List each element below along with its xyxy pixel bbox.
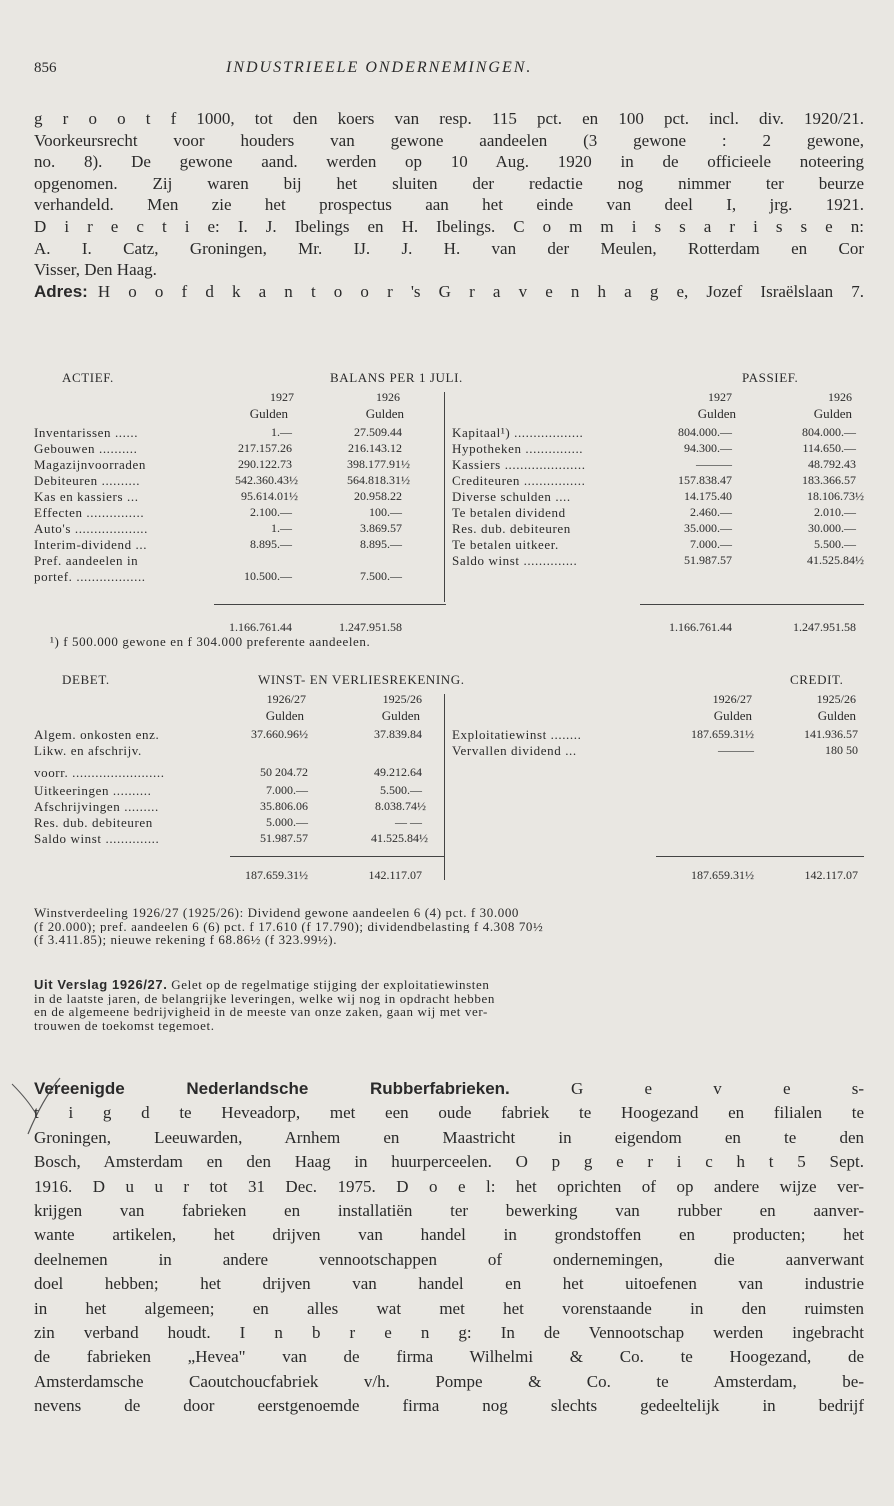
debet-a: 7.000.—	[266, 783, 308, 797]
actief-1927: 2.100.—	[250, 505, 292, 519]
actief-1927: 290.122.73	[238, 457, 292, 471]
distribution-line: (f 3.411.85); nieuwe rekening f 68.86½ (f 323.99½).	[34, 933, 338, 947]
year-a-left: 1926/27	[266, 692, 306, 706]
debet-b: 5.500.—	[380, 783, 422, 797]
company-line: nevens de door eerstgenoemde firma nog slechts gedeeltelijk in bedrijf	[34, 1396, 864, 1416]
distribution-line: (f 20.000); pref. aandeelen 6 (6) pct. f 17.610 (f 17.790); dividendbelasting f 4.308 70½	[34, 919, 544, 933]
debet-b: 8.038.74½	[375, 799, 426, 813]
debet-label: voorr. ........................	[34, 765, 165, 780]
intro-line: g r o o t f 1000, tot den koers van resp. 115 pct. en 100 pct. incl. div. 1920/21.	[34, 109, 864, 128]
company-line: 1916. D u u r tot 31 Dec. 1975. D o e l: het oprichten of op andere wijze ver-	[34, 1176, 864, 1196]
intro-line: no. 8). De gewone aand. werden op 10 Aug. 1920 in de officieele noteering	[34, 152, 864, 172]
passief-1927: 804.000.—	[678, 425, 732, 439]
company-line: zin verband houdt. I n b r e n g: In de Vennootschap werden ingebracht	[34, 1323, 864, 1343]
debet-b: 37.839.84	[374, 727, 422, 741]
passief-1927: 14.175.40	[684, 489, 732, 503]
company-section	[34, 1077, 864, 1419]
total-rule-right	[656, 856, 864, 857]
balance-title: BALANS PER 1 JULI.	[330, 370, 463, 385]
company-line: wante artikelen, het drijven van handel in grondstoffen en producten; het	[34, 1225, 864, 1245]
actief-1926: 8.895.—	[360, 537, 402, 551]
year-b-right: 1925/26	[816, 692, 856, 706]
actief-1927: 1.—	[271, 521, 292, 535]
year-1927-right: 1927	[708, 390, 732, 404]
debet-a: 51.987.57	[260, 831, 308, 845]
profit-distribution	[34, 906, 864, 947]
actief-1926: 7.500.—	[360, 569, 402, 583]
actief-1927: 1.—	[271, 425, 292, 439]
passief-1926: 183.366.57	[802, 473, 856, 487]
debet-a: 5.000.—	[266, 815, 308, 829]
company-line: krijgen van fabrieken en installatiën ter bewerking van rubber en aanver-	[34, 1201, 864, 1221]
total-right-1926: 1.247.951.58	[793, 620, 856, 634]
passief-label: Kapitaal¹) ..................	[452, 425, 584, 440]
year-1926-right: 1926	[828, 390, 852, 404]
address-label: Adres:	[34, 282, 88, 301]
passief-1926: 2.010.—	[814, 505, 856, 519]
actief-1927: 8.895.—	[250, 537, 292, 551]
report-text: Gelet op de regelmatige stijging der exploitatiewinsten	[171, 978, 490, 992]
unit-b-left: Gulden	[381, 708, 420, 723]
year-1927-left: 1927	[270, 390, 294, 404]
actief-1927: 217.157.26	[238, 441, 292, 455]
total-right-b: 142.117.07	[804, 868, 858, 882]
debet-a: 35.806.06	[260, 799, 308, 813]
balance-footnote: ¹) f 500.000 gewone en f 304.000 preferente aandeelen.	[50, 634, 371, 649]
actief-label: Interim-dividend ...	[34, 537, 148, 552]
report-line: en de algemeene bedrijvigheid in de meeste van onze zaken, gaan wij met ver-	[34, 1005, 488, 1019]
passief-1927: 157.838.47	[678, 473, 732, 487]
actief-label: Kas en kassiers ...	[34, 489, 139, 504]
passief-label: Saldo winst ..............	[452, 553, 578, 568]
unit-b-right: Gulden	[817, 708, 856, 723]
passief-label: Diverse schulden ....	[452, 489, 571, 504]
company-name: Vereenigde Nederlandsche Rubberfabrieken.	[34, 1079, 510, 1098]
actief-label: Effecten ...............	[34, 505, 145, 520]
credit-heading: CREDIT.	[790, 672, 844, 687]
actief-1926: 27.509.44	[354, 425, 402, 439]
total-right-1927: 1.166.761.44	[669, 620, 732, 634]
running-title: INDUSTRIEELE ONDERNEMINGEN.	[226, 59, 533, 76]
total-left-a: 187.659.31½	[245, 868, 308, 882]
actief-1927: 10.500.—	[244, 569, 292, 583]
report-line: trouwen de toekomst tegemoet.	[34, 1018, 215, 1032]
passief-1926: 5.500.—	[814, 537, 856, 551]
intro-line: opgenomen. Zij waren bij het sluiten der redactie nog nimmer ter beurze	[34, 173, 864, 193]
company-line: in het algemeen; en alles wat met het vorenstaande in den ruimsten	[34, 1298, 864, 1318]
company-line: doel hebben; het drijven van handel en het uitoefenen van industrie	[34, 1274, 864, 1294]
company-text: G e v e s-	[571, 1079, 864, 1098]
center-divider	[444, 392, 445, 602]
report-line	[34, 978, 864, 992]
total-rule-left	[214, 604, 446, 605]
company-line: de fabrieken „Hevea" van de firma Wilhelmi & Co. te Hoogezand, de	[34, 1347, 864, 1367]
passief-1927: 2.460.—	[690, 505, 732, 519]
unit-right-2: Gulden	[813, 406, 852, 421]
passief-label: Crediteuren ................	[452, 473, 586, 488]
total-left-1927: 1.166.761.44	[229, 620, 292, 634]
actief-1926: 564.818.31½	[347, 473, 410, 487]
intro-line: Voorkeursrecht voor houders van gewone aandeelen (3 gewone : 2 gewone,	[34, 130, 864, 150]
year-1926-left: 1926	[376, 390, 400, 404]
passief-label: Te betalen dividend	[452, 505, 566, 520]
passief-1926: 114.650.—	[802, 441, 856, 455]
year-b-left: 1925/26	[382, 692, 422, 706]
debet-label: Res. dub. debiteuren	[34, 815, 153, 830]
credit-b: 141.936.57	[804, 727, 858, 741]
total-left-b: 142.117.07	[368, 868, 422, 882]
intro-line: A. I. Catz, Groningen, Mr. IJ. J. H. van der Meulen, Rotterdam en Cor	[34, 238, 864, 258]
credit-a: ———	[718, 743, 754, 757]
passief-label: Hypotheken ...............	[452, 441, 584, 456]
debet-a: 37.660.96½	[251, 727, 308, 741]
report-line: in de laatste jaren, de belangrijke leveringen, welke wij nog in opdracht hebben	[34, 991, 495, 1005]
debet-label: Algem. onkosten enz.	[34, 727, 160, 742]
actief-1926: 398.177.91½	[347, 457, 410, 471]
debet-b: 41.525.84½	[371, 831, 428, 845]
actief-label: portef. ..................	[34, 569, 146, 584]
actief-label: Gebouwen ..........	[34, 441, 138, 456]
page-number: 856	[34, 60, 57, 76]
unit-right-1: Gulden	[697, 406, 736, 421]
report-excerpt	[34, 978, 864, 1032]
actief-label: Magazijnvoorraden	[34, 457, 146, 472]
company-line	[34, 1077, 864, 1101]
company-line: t i g d te Heveadorp, met een oude fabriek te Hoogezand en filialen te	[34, 1103, 864, 1123]
debet-label: Saldo winst ..............	[34, 831, 160, 846]
actief-1926: 20.958.22	[354, 489, 402, 503]
unit-left-1: Gulden	[249, 406, 288, 421]
total-left-1926: 1.247.951.58	[339, 620, 402, 634]
passief-1927: 94.300.—	[684, 441, 732, 455]
total-right-a: 187.659.31½	[691, 868, 754, 882]
intro-line: D i r e c t i e: I. J. Ibelings en H. Ibelings. C o m m i s s a r i s s e n:	[34, 216, 864, 236]
distribution-line: Winstverdeeling 1926/27 (1925/26): Dividend gewone aandeelen 6 (4) pct. f 30.000	[34, 906, 520, 920]
passief-1927: ———	[696, 457, 732, 471]
actief-label: Pref. aandeelen in	[34, 553, 139, 568]
actief-1926: 3.869.57	[360, 521, 402, 535]
address-line	[34, 282, 864, 302]
passief-label: Kassiers .....................	[452, 457, 586, 472]
passief-1926: 48.792.43	[808, 457, 856, 471]
unit-a-left: Gulden	[265, 708, 304, 723]
actief-heading: ACTIEF.	[62, 370, 114, 385]
passief-1927: 35.000.—	[684, 521, 732, 535]
report-label: Uit Verslag 1926/27.	[34, 978, 168, 992]
debet-heading: DEBET.	[62, 672, 110, 687]
credit-label: Exploitatiewinst ........	[452, 727, 582, 742]
company-line: Amsterdamsche Caoutchoucfabriek v/h. Pompe & Co. te Amsterdam, be-	[34, 1371, 864, 1391]
center-divider	[444, 694, 445, 880]
passief-heading: PASSIEF.	[742, 370, 799, 385]
actief-1927: 95.614.01½	[241, 489, 298, 503]
credit-label: Vervallen dividend ...	[452, 743, 577, 758]
debet-b: 49.212.64	[374, 765, 422, 779]
intro-line: verhandeld. Men zie het prospectus aan het einde van deel I, jrg. 1921.	[34, 195, 864, 215]
credit-b: 180 50	[825, 743, 858, 757]
unit-a-right: Gulden	[713, 708, 752, 723]
actief-label: Auto's ...................	[34, 521, 149, 536]
year-a-right: 1926/27	[712, 692, 752, 706]
address-text: H o o f d k a n t o o r 's G r a v e n h a g e, Jozef Israëlslaan 7.	[97, 282, 864, 301]
debet-label: Likw. en afschrijv.	[34, 743, 142, 758]
debet-b: — —	[395, 815, 422, 829]
total-rule-left	[230, 856, 444, 857]
intro-paragraph	[34, 108, 864, 281]
passief-label: Te betalen uitkeer.	[452, 537, 559, 552]
passief-1927: 51.987.57	[684, 553, 732, 567]
intro-line: Visser, Den Haag.	[34, 260, 157, 280]
actief-1927: 542.360.43½	[235, 473, 298, 487]
passief-1927: 7.000.—	[690, 537, 732, 551]
debet-label: Afschrijvingen .........	[34, 799, 159, 814]
total-rule-right	[640, 604, 864, 605]
actief-label: Debiteuren ..........	[34, 473, 141, 488]
passief-1926: 30.000.—	[808, 521, 856, 535]
passief-1926: 804.000.—	[802, 425, 856, 439]
unit-left-2: Gulden	[365, 406, 404, 421]
actief-1926: 216.143.12	[348, 441, 402, 455]
company-line: Groningen, Leeuwarden, Arnhem en Maastricht in eigendom en te den	[34, 1127, 864, 1147]
actief-1926: 100.—	[369, 505, 402, 519]
company-line: Bosch, Amsterdam en den Haag in huurperceelen. O p g e r i c h t 5 Sept.	[34, 1152, 864, 1172]
passief-1926: 41.525.84½	[807, 553, 864, 567]
profit-loss-title: WINST- EN VERLIESREKENING.	[258, 672, 465, 687]
passief-1926: 18.106.73½	[807, 489, 864, 503]
company-line: deelnemen in andere vennootschappen of ondernemingen, die aanverwant	[34, 1249, 864, 1269]
actief-label: Inventarissen ......	[34, 425, 139, 440]
debet-a: 50 204.72	[260, 765, 308, 779]
debet-label: Uitkeeringen ..........	[34, 783, 152, 798]
passief-label: Res. dub. debiteuren	[452, 521, 571, 536]
credit-a: 187.659.31½	[691, 727, 754, 741]
